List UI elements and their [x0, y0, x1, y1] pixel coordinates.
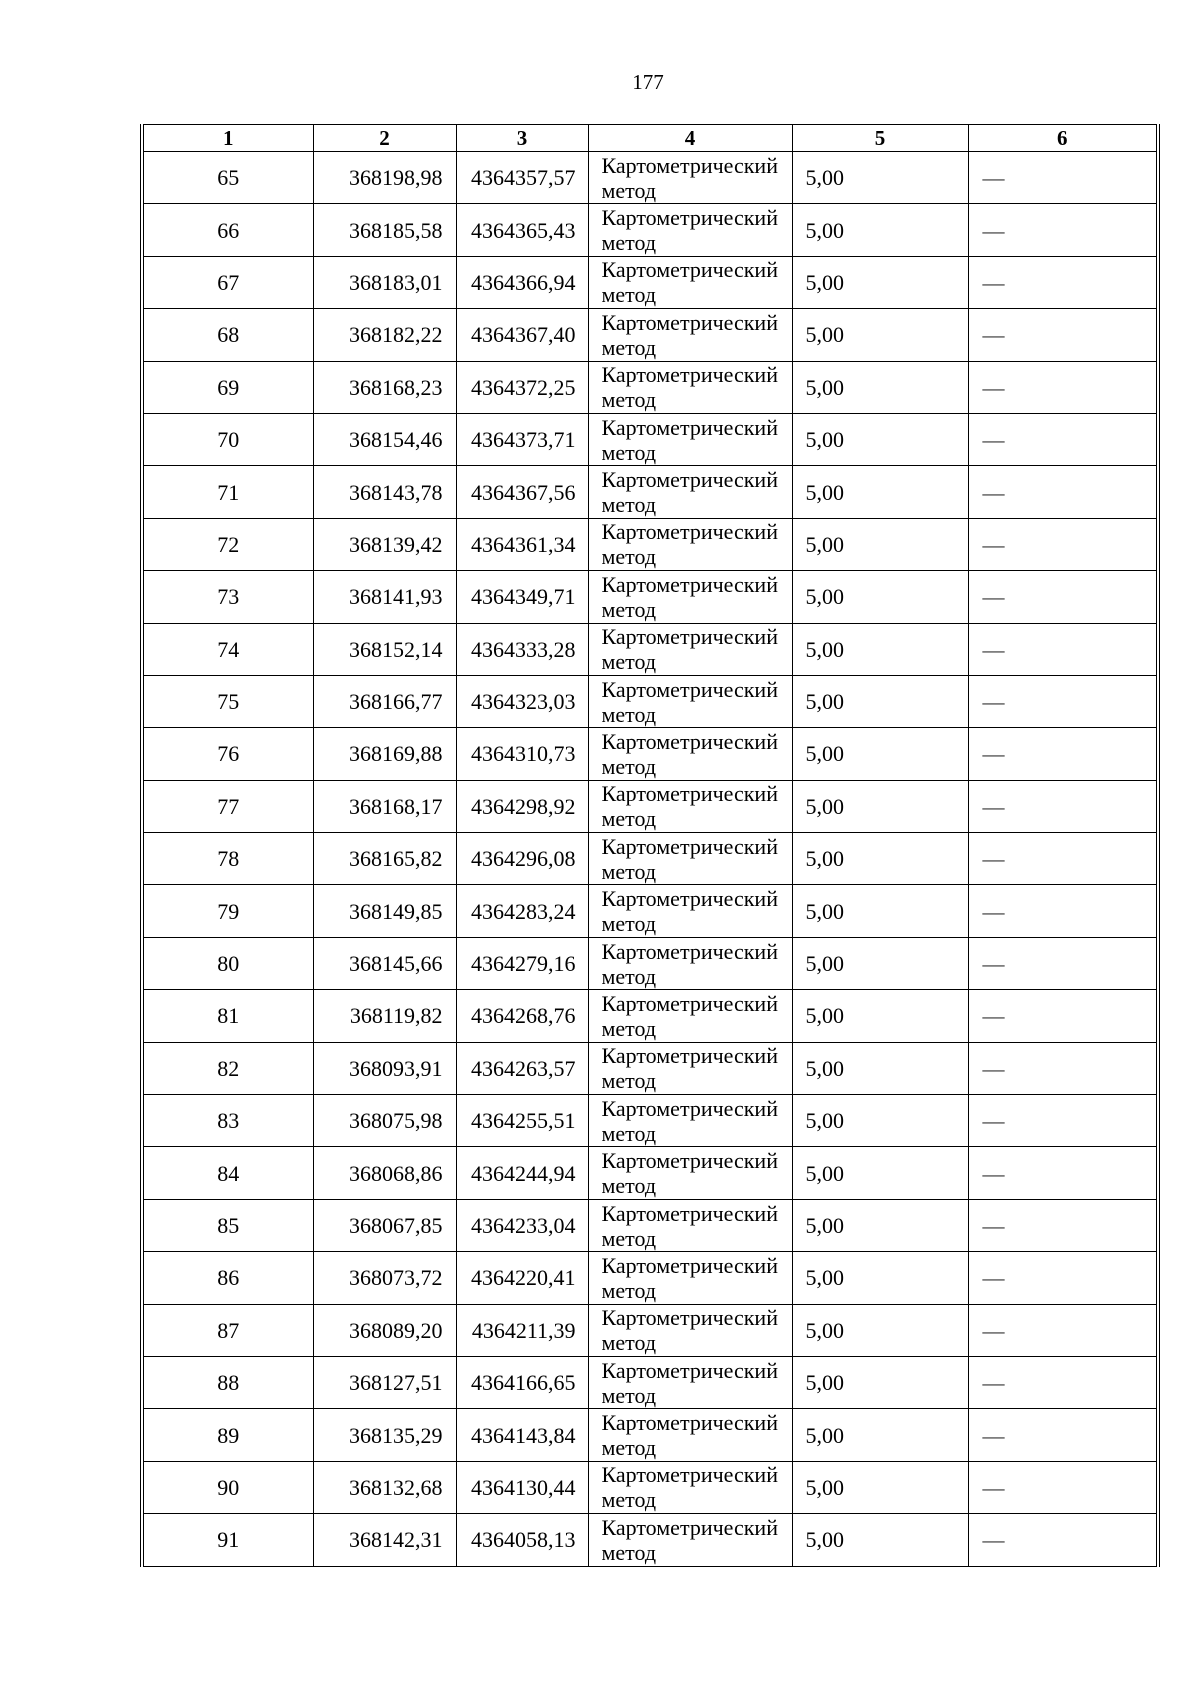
note-cell: — — [968, 571, 1158, 623]
x-coordinate-cell: 368073,72 — [313, 1252, 456, 1304]
table-row — [142, 152, 1158, 204]
x-coordinate-cell: 368154,46 — [313, 413, 456, 465]
header-row — [142, 125, 1158, 152]
method-cell: Картометрический метод — [588, 885, 792, 937]
y-coordinate-cell: 4364143,84 — [456, 1409, 588, 1461]
x-coordinate-cell: 368132,68 — [313, 1461, 456, 1513]
y-coordinate-cell: 4364268,76 — [456, 990, 588, 1042]
table-row — [142, 518, 1158, 570]
y-coordinate-cell: 4364263,57 — [456, 1042, 588, 1094]
table-row — [142, 1304, 1158, 1356]
y-coordinate-cell: 4364130,44 — [456, 1461, 588, 1513]
accuracy-cell: 5,00 — [792, 1514, 968, 1566]
point-number-cell: 82 — [142, 1042, 313, 1094]
point-number-cell: 76 — [142, 728, 313, 780]
method-cell: Картометрический метод — [588, 1356, 792, 1408]
accuracy-cell: 5,00 — [792, 780, 968, 832]
x-coordinate-cell: 368185,58 — [313, 204, 456, 256]
x-coordinate-cell: 368145,66 — [313, 937, 456, 989]
note-cell: — — [968, 780, 1158, 832]
method-cell: Картометрический метод — [588, 571, 792, 623]
accuracy-cell: 5,00 — [792, 204, 968, 256]
note-cell: — — [968, 1514, 1158, 1566]
method-cell: Картометрический метод — [588, 1252, 792, 1304]
method-cell: Картометрический метод — [588, 204, 792, 256]
note-cell: — — [968, 309, 1158, 361]
accuracy-cell: 5,00 — [792, 728, 968, 780]
method-cell: Картометрический метод — [588, 466, 792, 518]
table-row — [142, 571, 1158, 623]
table-row — [142, 780, 1158, 832]
table-row — [142, 1514, 1158, 1566]
coordinates-table — [140, 124, 1160, 1567]
column-header-6: 6 — [968, 125, 1158, 152]
point-number-cell: 80 — [142, 937, 313, 989]
point-number-cell: 70 — [142, 413, 313, 465]
note-cell: — — [968, 990, 1158, 1042]
accuracy-cell: 5,00 — [792, 990, 968, 1042]
accuracy-cell: 5,00 — [792, 1252, 968, 1304]
accuracy-cell: 5,00 — [792, 937, 968, 989]
y-coordinate-cell: 4364058,13 — [456, 1514, 588, 1566]
table-row — [142, 623, 1158, 675]
y-coordinate-cell: 4364283,24 — [456, 885, 588, 937]
y-coordinate-cell: 4364333,28 — [456, 623, 588, 675]
table-row — [142, 361, 1158, 413]
method-cell: Картометрический метод — [588, 518, 792, 570]
x-coordinate-cell: 368152,14 — [313, 623, 456, 675]
y-coordinate-cell: 4364365,43 — [456, 204, 588, 256]
x-coordinate-cell: 368139,42 — [313, 518, 456, 570]
table-header — [142, 125, 1158, 152]
x-coordinate-cell: 368089,20 — [313, 1304, 456, 1356]
x-coordinate-cell: 368142,31 — [313, 1514, 456, 1566]
y-coordinate-cell: 4364323,03 — [456, 675, 588, 727]
x-coordinate-cell: 368183,01 — [313, 256, 456, 308]
note-cell: — — [968, 675, 1158, 727]
point-number-cell: 73 — [142, 571, 313, 623]
x-coordinate-cell: 368067,85 — [313, 1199, 456, 1251]
x-coordinate-cell: 368165,82 — [313, 833, 456, 885]
note-cell: — — [968, 204, 1158, 256]
point-number-cell: 85 — [142, 1199, 313, 1251]
y-coordinate-cell: 4364255,51 — [456, 1095, 588, 1147]
note-cell: — — [968, 1252, 1158, 1304]
point-number-cell: 77 — [142, 780, 313, 832]
note-cell: — — [968, 885, 1158, 937]
accuracy-cell: 5,00 — [792, 1199, 968, 1251]
y-coordinate-cell: 4364220,41 — [456, 1252, 588, 1304]
point-number-cell: 65 — [142, 152, 313, 204]
note-cell: — — [968, 361, 1158, 413]
table-row — [142, 885, 1158, 937]
method-cell: Картометрический метод — [588, 152, 792, 204]
y-coordinate-cell: 4364279,16 — [456, 937, 588, 989]
x-coordinate-cell: 368143,78 — [313, 466, 456, 518]
table-row — [142, 937, 1158, 989]
table-row — [142, 1147, 1158, 1199]
note-cell: — — [968, 1199, 1158, 1251]
note-cell: — — [968, 518, 1158, 570]
point-number-cell: 79 — [142, 885, 313, 937]
table-row — [142, 1095, 1158, 1147]
method-cell: Картометрический метод — [588, 1514, 792, 1566]
point-number-cell: 89 — [142, 1409, 313, 1461]
note-cell: — — [968, 1042, 1158, 1094]
note-cell: — — [968, 152, 1158, 204]
accuracy-cell: 5,00 — [792, 675, 968, 727]
table-row — [142, 1199, 1158, 1251]
accuracy-cell: 5,00 — [792, 1304, 968, 1356]
accuracy-cell: 5,00 — [792, 1095, 968, 1147]
note-cell: — — [968, 1147, 1158, 1199]
table-row — [142, 1409, 1158, 1461]
table-row — [142, 728, 1158, 780]
accuracy-cell: 5,00 — [792, 466, 968, 518]
x-coordinate-cell: 368166,77 — [313, 675, 456, 727]
method-cell: Картометрический метод — [588, 833, 792, 885]
point-number-cell: 71 — [142, 466, 313, 518]
method-cell: Картометрический метод — [588, 1461, 792, 1513]
accuracy-cell: 5,00 — [792, 1147, 968, 1199]
x-coordinate-cell: 368068,86 — [313, 1147, 456, 1199]
point-number-cell: 81 — [142, 990, 313, 1042]
accuracy-cell: 5,00 — [792, 1042, 968, 1094]
accuracy-cell: 5,00 — [792, 1461, 968, 1513]
point-number-cell: 86 — [142, 1252, 313, 1304]
table-row — [142, 204, 1158, 256]
y-coordinate-cell: 4364233,04 — [456, 1199, 588, 1251]
note-cell: — — [968, 728, 1158, 780]
point-number-cell: 67 — [142, 256, 313, 308]
y-coordinate-cell: 4364298,92 — [456, 780, 588, 832]
x-coordinate-cell: 368141,93 — [313, 571, 456, 623]
accuracy-cell: 5,00 — [792, 256, 968, 308]
column-header-5: 5 — [792, 125, 968, 152]
x-coordinate-cell: 368168,23 — [313, 361, 456, 413]
y-coordinate-cell: 4364310,73 — [456, 728, 588, 780]
point-number-cell: 88 — [142, 1356, 313, 1408]
method-cell: Картометрический метод — [588, 1147, 792, 1199]
table-row — [142, 1042, 1158, 1094]
table-row — [142, 833, 1158, 885]
y-coordinate-cell: 4364166,65 — [456, 1356, 588, 1408]
accuracy-cell: 5,00 — [792, 413, 968, 465]
page-number: 177 — [632, 70, 664, 94]
point-number-cell: 87 — [142, 1304, 313, 1356]
method-cell: Картометрический метод — [588, 937, 792, 989]
point-number-cell: 75 — [142, 675, 313, 727]
point-number-cell: 74 — [142, 623, 313, 675]
method-cell: Картометрический метод — [588, 361, 792, 413]
x-coordinate-cell: 368182,22 — [313, 309, 456, 361]
table-row — [142, 309, 1158, 361]
note-cell: — — [968, 1356, 1158, 1408]
method-cell: Картометрический метод — [588, 780, 792, 832]
table-row — [142, 466, 1158, 518]
method-cell: Картометрический метод — [588, 990, 792, 1042]
accuracy-cell: 5,00 — [792, 152, 968, 204]
method-cell: Картометрический метод — [588, 413, 792, 465]
method-cell: Картометрический метод — [588, 1095, 792, 1147]
note-cell: — — [968, 466, 1158, 518]
accuracy-cell: 5,00 — [792, 309, 968, 361]
table-row — [142, 675, 1158, 727]
y-coordinate-cell: 4364349,71 — [456, 571, 588, 623]
table-row — [142, 1461, 1158, 1513]
note-cell: — — [968, 1409, 1158, 1461]
method-cell: Картометрический метод — [588, 675, 792, 727]
accuracy-cell: 5,00 — [792, 833, 968, 885]
point-number-cell: 91 — [142, 1514, 313, 1566]
x-coordinate-cell: 368075,98 — [313, 1095, 456, 1147]
note-cell: — — [968, 256, 1158, 308]
note-cell: — — [968, 623, 1158, 675]
method-cell: Картометрический метод — [588, 1042, 792, 1094]
x-coordinate-cell: 368168,17 — [313, 780, 456, 832]
x-coordinate-cell: 368093,91 — [313, 1042, 456, 1094]
y-coordinate-cell: 4364357,57 — [456, 152, 588, 204]
accuracy-cell: 5,00 — [792, 885, 968, 937]
method-cell: Картометрический метод — [588, 256, 792, 308]
note-cell: — — [968, 1095, 1158, 1147]
note-cell: — — [968, 937, 1158, 989]
x-coordinate-cell: 368169,88 — [313, 728, 456, 780]
point-number-cell: 72 — [142, 518, 313, 570]
method-cell: Картометрический метод — [588, 728, 792, 780]
x-coordinate-cell: 368198,98 — [313, 152, 456, 204]
method-cell: Картометрический метод — [588, 1409, 792, 1461]
y-coordinate-cell: 4364361,34 — [456, 518, 588, 570]
table-row — [142, 1356, 1158, 1408]
accuracy-cell: 5,00 — [792, 571, 968, 623]
accuracy-cell: 5,00 — [792, 1356, 968, 1408]
note-cell: — — [968, 413, 1158, 465]
method-cell: Картометрический метод — [588, 1199, 792, 1251]
point-number-cell: 68 — [142, 309, 313, 361]
point-number-cell: 83 — [142, 1095, 313, 1147]
accuracy-cell: 5,00 — [792, 518, 968, 570]
point-number-cell: 69 — [142, 361, 313, 413]
accuracy-cell: 5,00 — [792, 1409, 968, 1461]
column-header-3: 3 — [456, 125, 588, 152]
note-cell: — — [968, 1461, 1158, 1513]
note-cell: — — [968, 833, 1158, 885]
column-header-2: 2 — [313, 125, 456, 152]
point-number-cell: 90 — [142, 1461, 313, 1513]
y-coordinate-cell: 4364367,56 — [456, 466, 588, 518]
x-coordinate-cell: 368127,51 — [313, 1356, 456, 1408]
table-row — [142, 256, 1158, 308]
point-number-cell: 78 — [142, 833, 313, 885]
table-body — [142, 152, 1158, 1567]
column-header-4: 4 — [588, 125, 792, 152]
table-row — [142, 413, 1158, 465]
y-coordinate-cell: 4364367,40 — [456, 309, 588, 361]
method-cell: Картометрический метод — [588, 623, 792, 675]
point-number-cell: 66 — [142, 204, 313, 256]
method-cell: Картометрический метод — [588, 309, 792, 361]
y-coordinate-cell: 4364366,94 — [456, 256, 588, 308]
point-number-cell: 84 — [142, 1147, 313, 1199]
y-coordinate-cell: 4364296,08 — [456, 833, 588, 885]
y-coordinate-cell: 4364372,25 — [456, 361, 588, 413]
method-cell: Картометрический метод — [588, 1304, 792, 1356]
note-cell: — — [968, 1304, 1158, 1356]
table-row — [142, 990, 1158, 1042]
x-coordinate-cell: 368149,85 — [313, 885, 456, 937]
y-coordinate-cell: 4364373,71 — [456, 413, 588, 465]
x-coordinate-cell: 368135,29 — [313, 1409, 456, 1461]
accuracy-cell: 5,00 — [792, 361, 968, 413]
x-coordinate-cell: 368119,82 — [313, 990, 456, 1042]
y-coordinate-cell: 4364244,94 — [456, 1147, 588, 1199]
y-coordinate-cell: 4364211,39 — [456, 1304, 588, 1356]
column-header-1: 1 — [142, 125, 313, 152]
table-row — [142, 1252, 1158, 1304]
accuracy-cell: 5,00 — [792, 623, 968, 675]
